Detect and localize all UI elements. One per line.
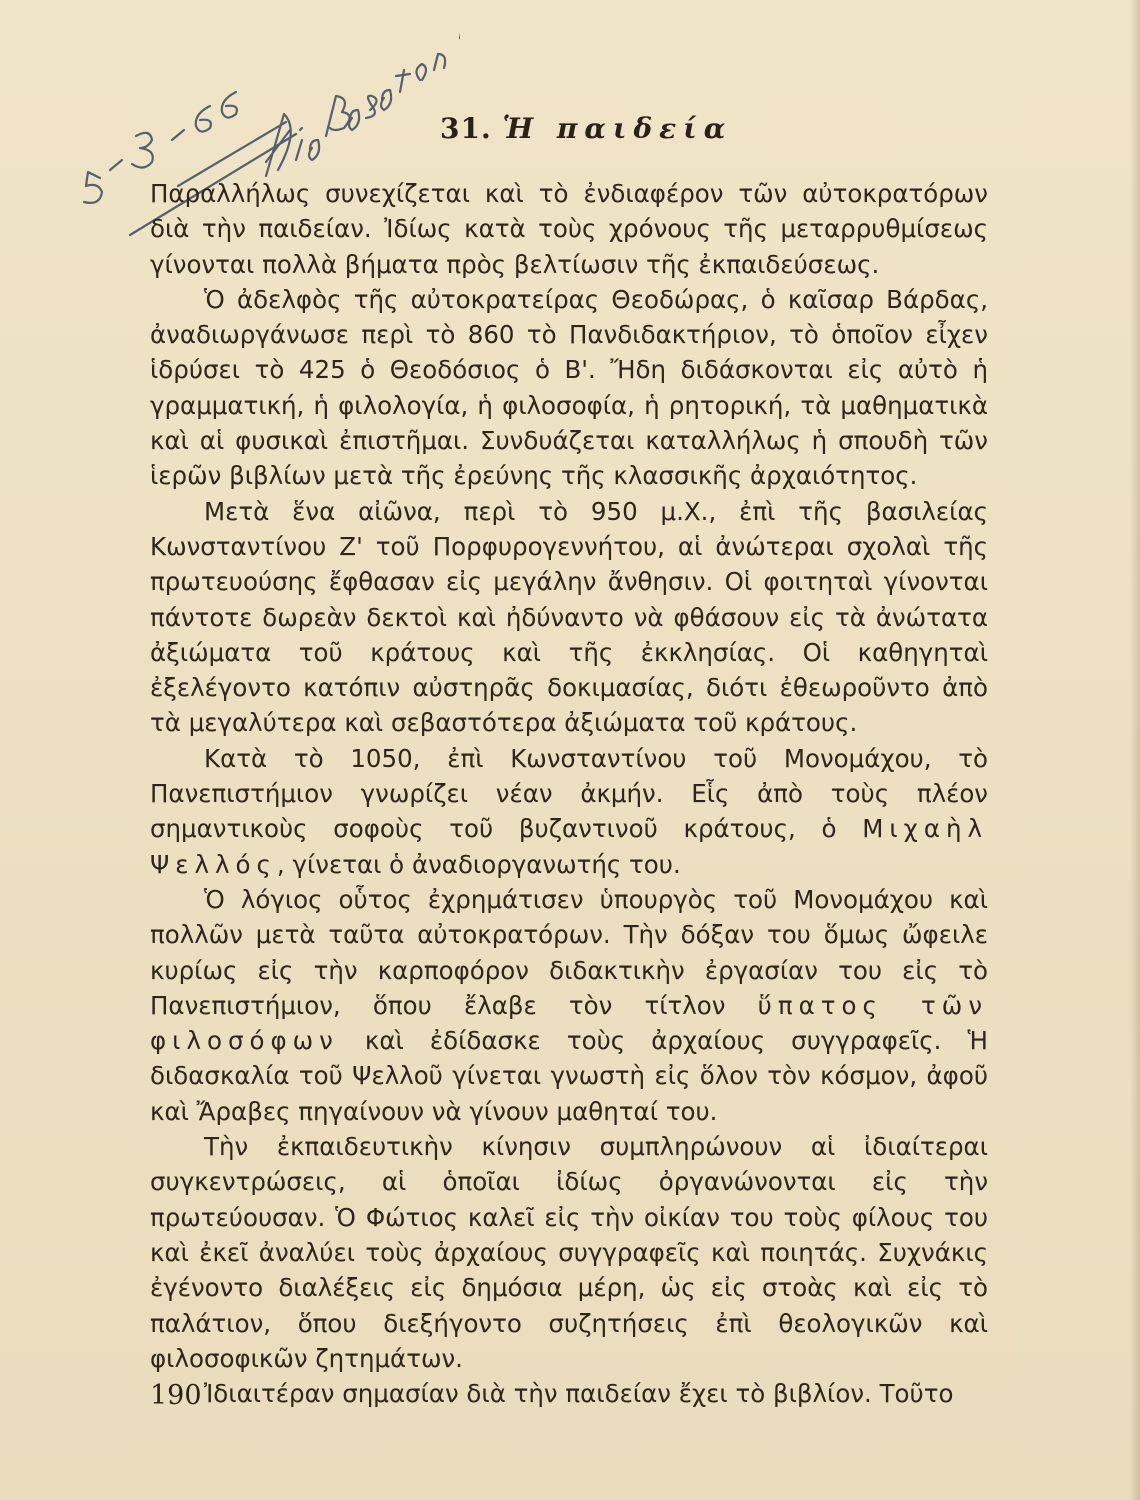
paragraph-7: Ἰδιαιτέραν σημασίαν διὰ τὴν παιδείαν ἔχει τὸ βιβλίον. Τοῦτο bbox=[204, 1379, 954, 1409]
paragraph-5-start: Ὁ λόγιος οὗτος ἐχρημάτισεν ὑπουργὸς τοῦ Μονομάχου καὶ πολλῶν μετὰ ταῦτα αὐτοκρατόρων. Τὴν δόξαν του ὅμως ὤφειλε κυρίως εἰς τὴν καρποφόρον διδακτικὴν ἐργασίαν του εἰς τὸ Πανεπιστήμιον, ὅπου ἔλαβε τὸν τίτλον bbox=[150, 884, 988, 1020]
chapter-heading bbox=[440, 112, 732, 145]
paragraph-4-end: , γίνεται ὁ ἀναδιοργανωτής του. bbox=[276, 849, 681, 879]
paragraph-1: Παραλλήλως συνεχίζεται καὶ τὸ ἐνδιαφέρον τῶν αὐτοκρατόρων διὰ τὴν παιδείαν. Ἰδίως κατὰ τοὺς χρόνους τῆς μεταρρυθμίσεως γίνονται πολλὰ βήματα πρὸς βελτίωσιν τῆς ἐκπαιδεύσεως. bbox=[150, 179, 988, 279]
name-michael-psellos: Μιχαὴλ Ψελλός bbox=[150, 814, 988, 879]
paragraph-2: Ὁ ἀδελφὸς τῆς αὐτοκρατείρας Θεοδώρας, ὁ καῖσαρ Βάρδας, ἀναδιωργάνωσε περὶ τὸ 860 τὸ Πανδιδακτήριον, τὸ ὁποῖον εἶχεν ἱδρύσει τὸ 425 ὁ Θεοδόσιος ὁ Β'. Ἤδη διδάσκονται εἰς αὐτὸ ἡ γραμματική, ἡ φιλολογία, ἡ φιλοσοφία, ἡ ρητορική, τὰ μαθηματικὰ καὶ αἱ φυσικαὶ ἐπιστῆμαι. Συνδυάζεται καταλλήλως ἡ σπουδὴ τῶν ἱερῶν βιβλίων μετὰ τῆς ἐρεύνης τῆς κλασσικῆς ἀρχαιότητος. bbox=[150, 284, 988, 491]
chapter-number: 31. bbox=[440, 112, 492, 145]
title-hypatos-philosophon: ὕπατος τῶν φιλοσόφων bbox=[150, 990, 989, 1056]
page-edge-shadow bbox=[1130, 0, 1140, 1500]
paragraph-4-start: Κατὰ τὸ 1050, ἐπὶ Κωνσταντίνου τοῦ Μονομάχου, τὸ Πανεπιστήμιον γνωρίζει νέαν ἀκμήν. Εἷς ἀπὸ τοὺς πλέον σημαντικοὺς σοφοὺς τοῦ βυζαντινοῦ κράτους, ὁ bbox=[150, 743, 988, 844]
paragraph-3: Μετὰ ἕνα αἰῶνα, περὶ τὸ 950 μ.Χ., ἐπὶ τῆς βασιλείας Κωνσταντίνου Ζ' τοῦ Πορφυρογεννήτου, αἱ ἀνώτεραι σχολαὶ τῆς πρωτευούσης ἔφθασαν εἰς μεγάλην ἄνθησιν. Οἱ φοιτηταὶ γίνονται πάντοτε δωρεὰν δεκτοὶ καὶ ἠδύναντο νὰ φθάσουν εἰς τὰ ἀνώτατα ἀξιώματα τοῦ κράτους καὶ τῆς ἐκκλησίας. Οἱ καθηγηταὶ ἐξελέγοντο κατόπιν αὐστηρᾶς δοκιμασίας, διότι ἐθεωροῦντο ἀπὸ τὰ μεγαλύτερα καὶ σεβαστότερα ἀξιώματα τοῦ κράτους. bbox=[150, 496, 988, 738]
chapter-title: Ἡ παιδεία bbox=[502, 112, 733, 145]
paragraph-5 bbox=[150, 882, 988, 1129]
paragraph-6: Τὴν ἐκπαιδευτικὴν κίνησιν συμπληρώνουν αἱ ἰδιαίτεραι συγκεντρώσεις, αἱ ὁποῖαι ἰδίως ὀργανώνονται εἰς τὴν πρωτεύουσαν. Ὁ Φώτιος καλεῖ εἰς τὴν οἰκίαν του τοὺς φίλους του καὶ ἐκεῖ ἀναλύει τοὺς ἀρχαίους συγγραφεῖς καὶ ποιητάς. Συχνάκις ἐγένοντο διαλέξεις εἰς δημόσια μέρη, ὡς εἰς στοὰς καὶ εἰς τὸ παλάτιον, ὅπου διεξήγοντο συζητήσεις ἐπὶ θεολογικῶν καὶ φιλοσοφικῶν ζητημάτων. bbox=[150, 1132, 988, 1373]
body-text bbox=[150, 176, 988, 1411]
paragraph-5-end: καὶ ἐδίδασκε τοὺς ἀρχαίους συγγραφεῖς. Ἡ διδασκαλία τοῦ Ψελλοῦ γίνεται γνωστὴ εἰς ὅλον τὸν κόσμον, ἀφοῦ καὶ Ἄραβες πηγαίνουν νὰ γίνουν μαθηταί του. bbox=[150, 1026, 988, 1126]
paragraph-4 bbox=[150, 741, 988, 882]
page-number: 190 bbox=[150, 1380, 202, 1411]
